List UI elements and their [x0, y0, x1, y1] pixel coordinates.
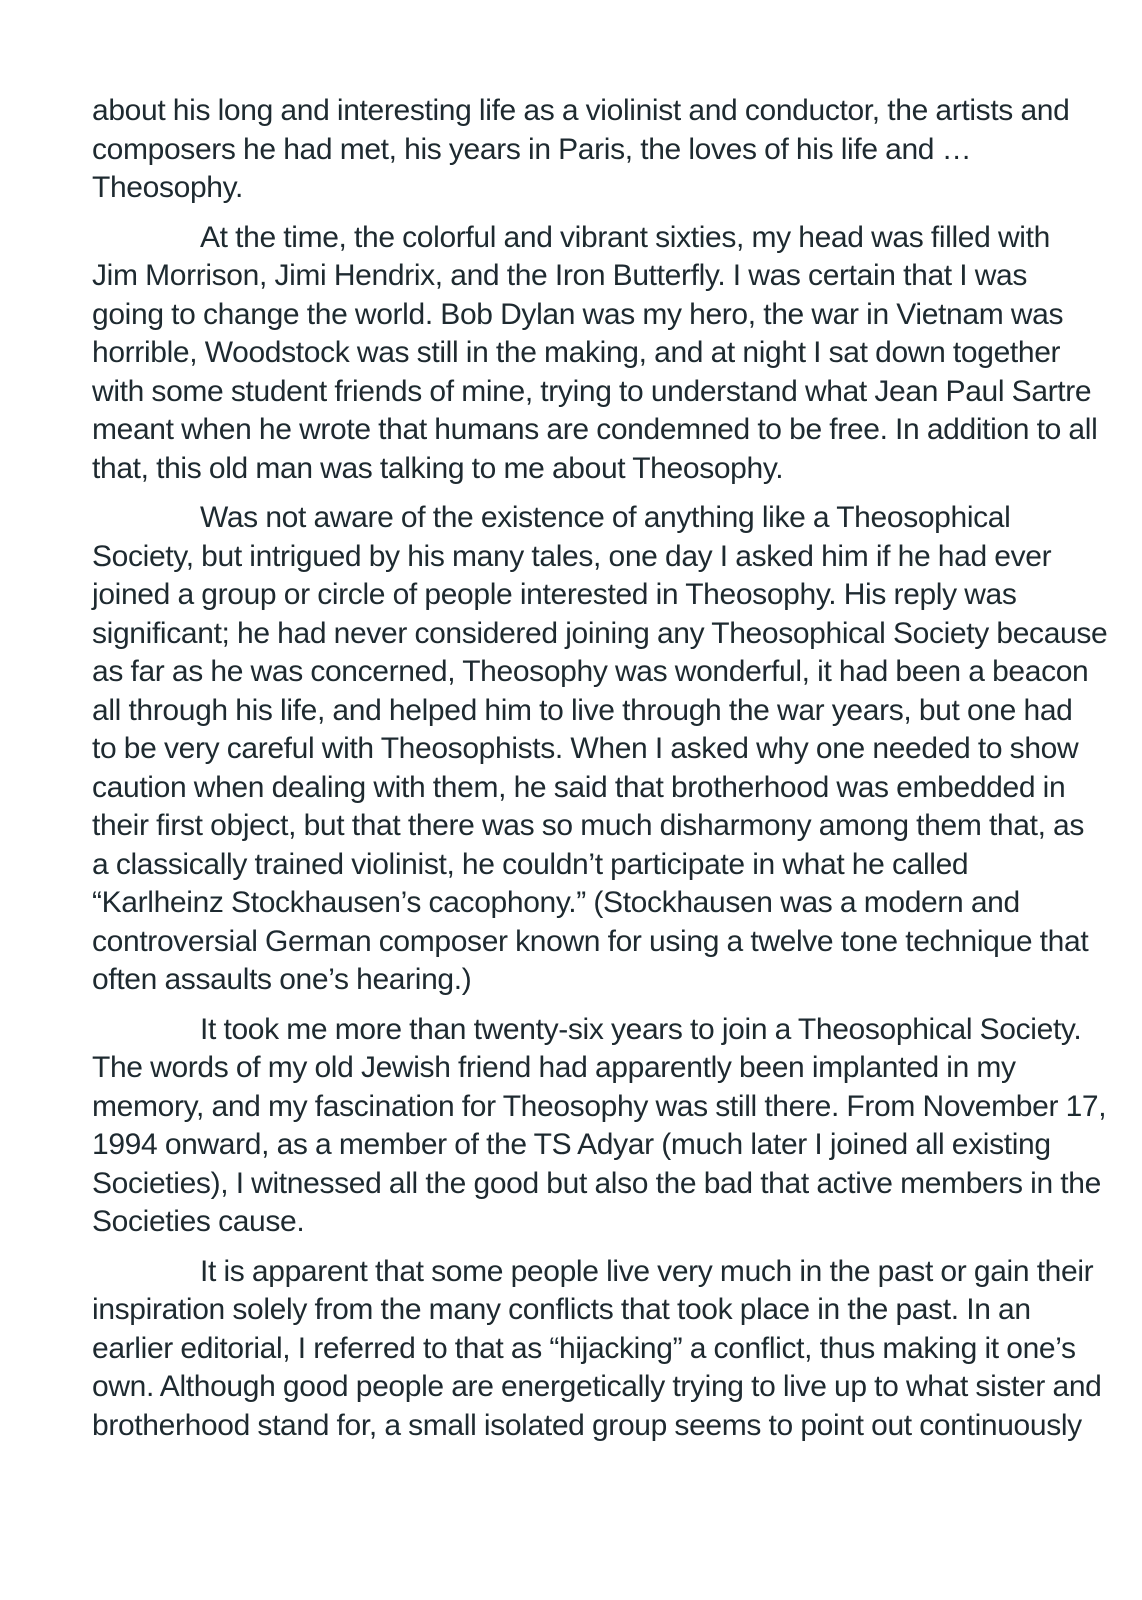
text-line: Jim Morrison, Jimi Hendrix, and the Iron Butterfly. I was certain that I was [92, 259, 1028, 292]
text-line: The words of my old Jewish friend had apparently been implanted in my [92, 1051, 1016, 1084]
text-line: with some student friends of mine, trying to understand what Jean Paul Sartre [92, 374, 1092, 408]
text-line: Societies), I witnessed all the good but also the bad that active members in the [92, 1166, 1101, 1200]
text-line: At the time, the colorful and vibrant sixties, my head was filled with [200, 220, 1050, 254]
text-line: significant; he had never considered joining any Theosophical Society because [92, 616, 1108, 650]
text-line: own. Although good people are energetically trying to live up to what sister and [92, 1370, 1102, 1403]
paragraph-1 [92, 92, 1070, 208]
text-line: It is apparent that some people live very much in the past or gain their [200, 1254, 1094, 1288]
text-line: often assaults one’s hearing.) [92, 963, 472, 996]
text-line: Theosophy. [92, 171, 244, 204]
text-line: caution when dealing with them, he said that brotherhood was embedded in [92, 770, 1066, 804]
text-line: Societies cause. [92, 1205, 305, 1238]
paragraph-4 [92, 1011, 1107, 1242]
text-line: earlier editorial, I referred to that as “hijacking” a conflict, thus making it one’s [92, 1331, 1076, 1365]
paragraph-5 [92, 1253, 1102, 1446]
text-line: Was not aware of the existence of anything like a Theosophical [200, 501, 1011, 534]
text-line: “Karlheinz Stockhausen’s cacophony.” (Stockhausen was a modern and [92, 886, 1020, 919]
text-line: a classically trained violinist, he couldn’t participate in what he called [92, 847, 969, 881]
text-line: Society, but intrigued by his many tales, one day I asked him if he had ever [92, 539, 1052, 573]
text-line: joined a group or circle of people interested in Theosophy. His reply was [92, 578, 1017, 611]
text-line: composers he had met, his years in Paris, the loves of his life and … [92, 132, 972, 166]
text-line: about his long and interesting life as a violinist and conductor, the artists and [92, 94, 1070, 127]
text-line: It took me more than twenty-six years to join a Theosophical Society. [200, 1012, 1082, 1046]
paragraph-2 [92, 219, 1098, 489]
paragraph-3 [92, 499, 1108, 1000]
text-line: horrible, Woodstock was still in the making, and at night I sat down together [92, 336, 1061, 369]
text-line: inspiration solely from the many conflicts that took place in the past. In an [92, 1293, 1031, 1326]
text-line: meant when he wrote that humans are condemned to be free. In addition to all [92, 413, 1098, 446]
document-page [92, 92, 1108, 1456]
text-line: memory, and my fascination for Theosophy was still there. From November 17, [92, 1089, 1107, 1123]
text-line: 1994 onward, as a member of the TS Adyar (much later I joined all existing [92, 1128, 1051, 1161]
text-line: to be very careful with Theosophists. When I asked why one needed to show [92, 732, 1079, 765]
text-line: brotherhood stand for, a small isolated group seems to point out continuously [92, 1408, 1082, 1442]
text-line: that, this old man was talking to me about Theosophy. [92, 451, 784, 485]
text-line: controversial German composer known for using a twelve tone technique that [92, 924, 1089, 958]
text-line: their first object, but that there was so much disharmony among them that, as [92, 809, 1085, 842]
text-line: as far as he was concerned, Theosophy was wonderful, it had been a beacon [92, 655, 1089, 688]
text-line: all through his life, and helped him to live through the war years, but one had [92, 693, 1073, 727]
text-line: going to change the world. Bob Dylan was my hero, the war in Vietnam was [92, 297, 1064, 331]
